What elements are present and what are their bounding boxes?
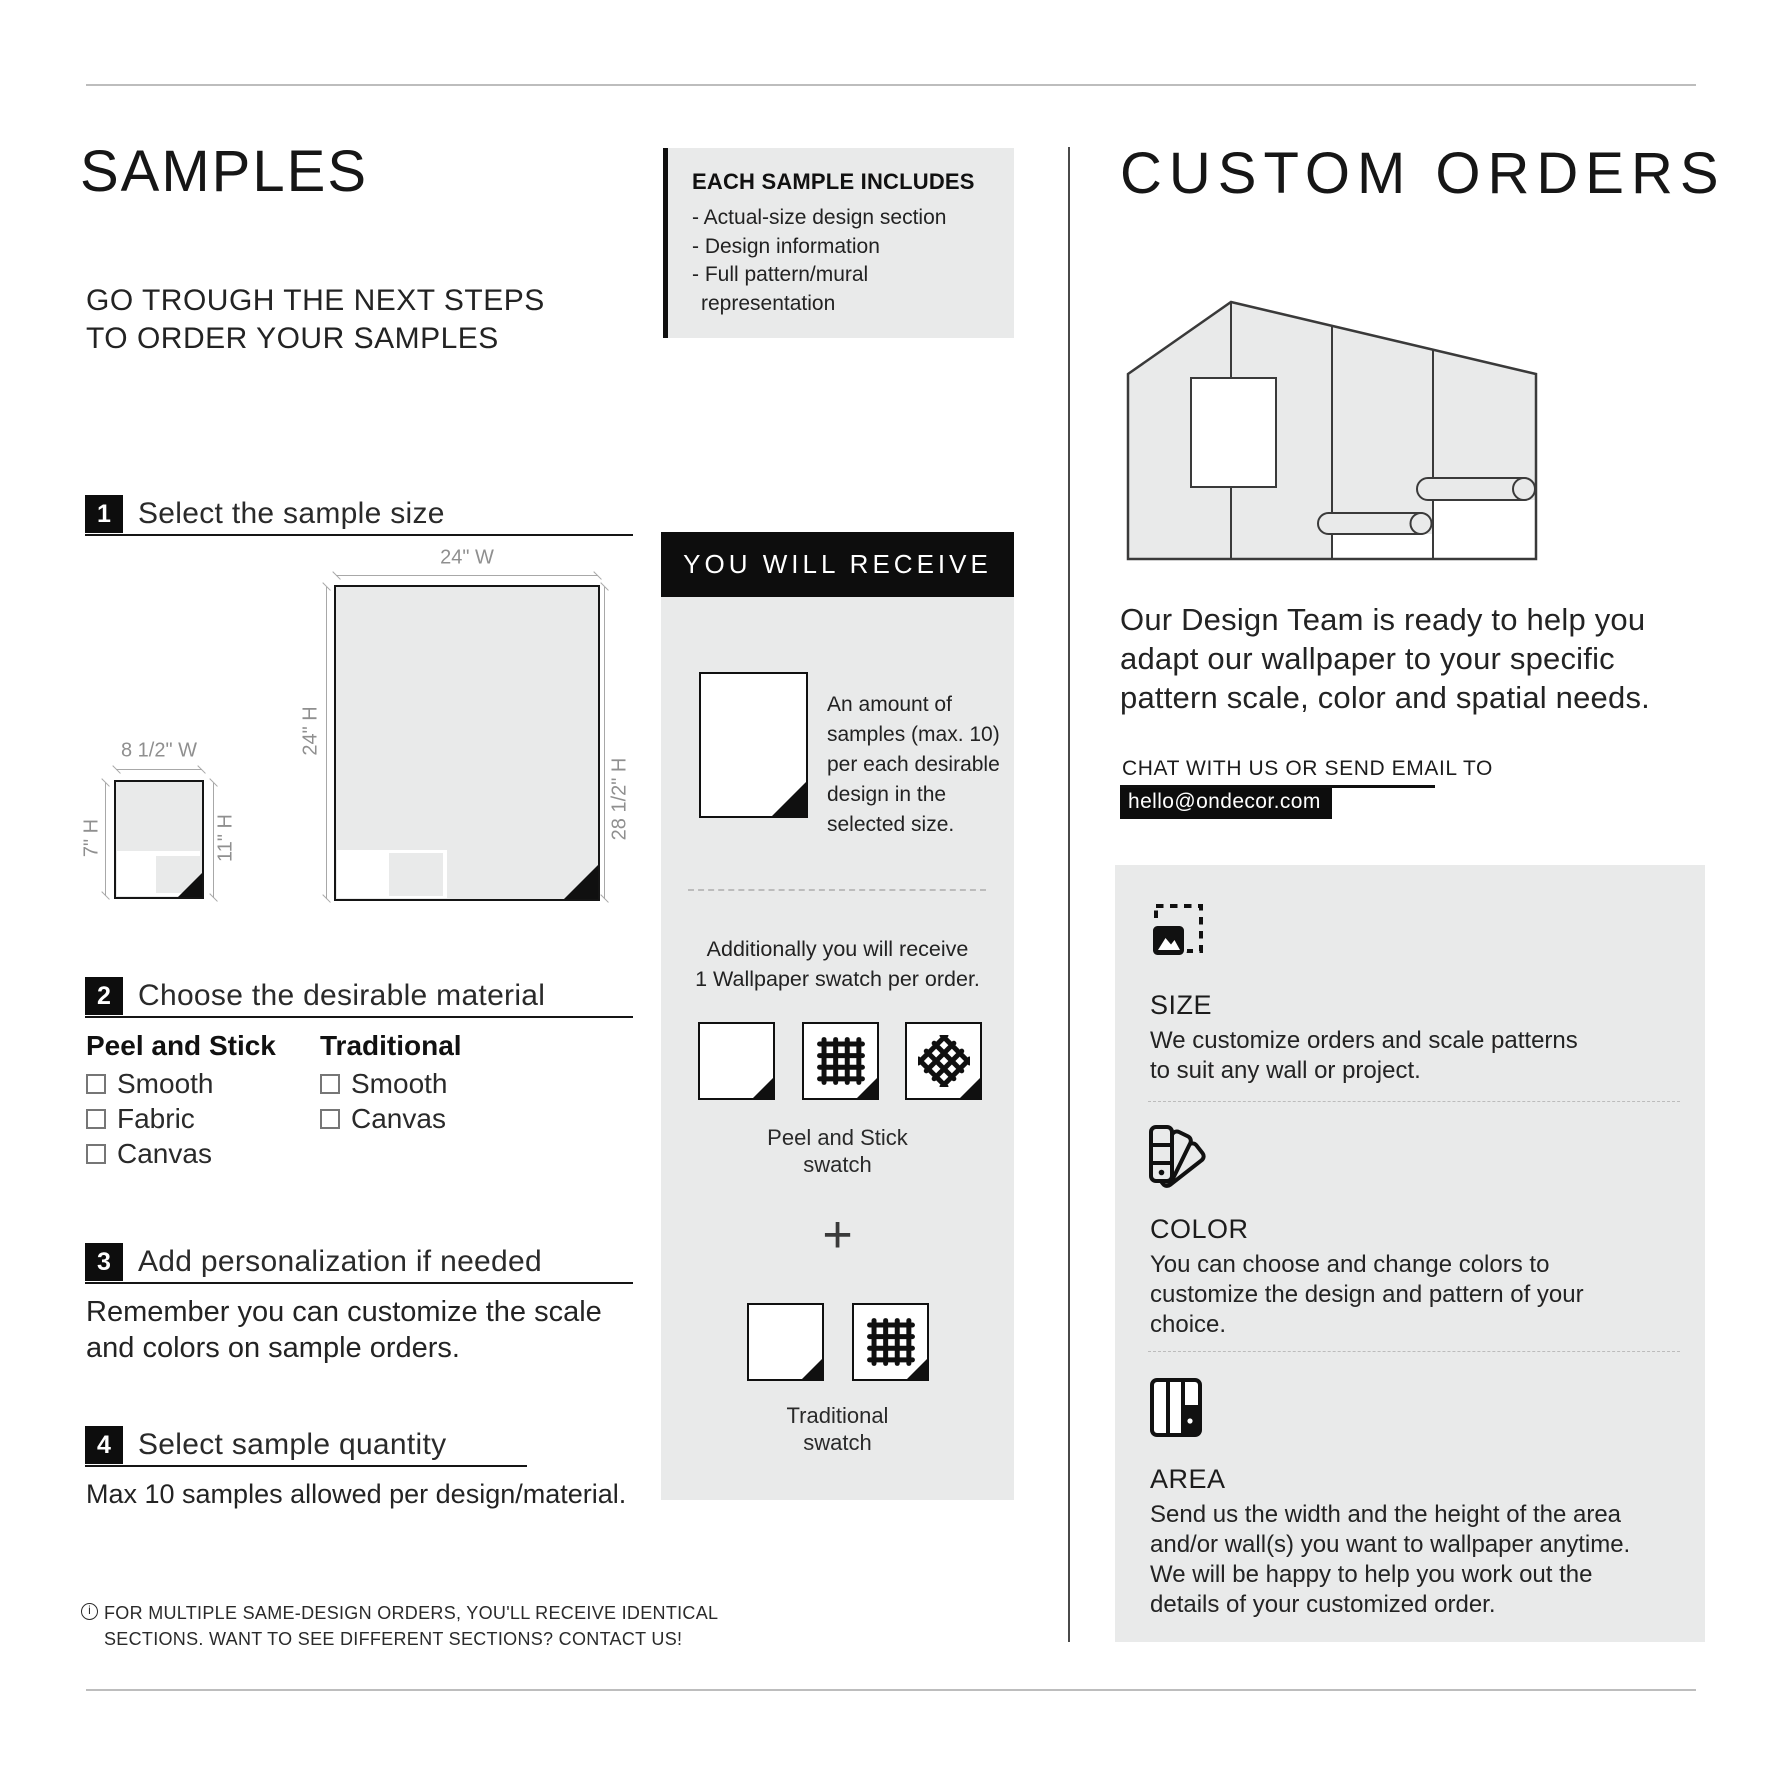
material-option-row: Smooth xyxy=(86,1068,214,1100)
grid-swatch-icon xyxy=(852,1303,929,1381)
step-2-number: 2 xyxy=(85,977,123,1015)
checkbox-peel-smooth[interactable] xyxy=(86,1074,106,1094)
peel-swatch-label: Peel and Stick swatch xyxy=(767,1125,908,1177)
additional-note: Additionally you will receive 1 Wallpaper swatch per order. xyxy=(695,937,980,991)
feature-area-desc: Send us the width and the height of the area and/or wall(s) you want to wallpaper anytime. We will be happy to help you work out the details of your customized order. xyxy=(1150,1501,1631,1618)
feature-size-title: SIZE xyxy=(1150,990,1213,1020)
step-2-title: Choose the desirable material xyxy=(138,979,546,1012)
small-sample-diagram xyxy=(114,780,204,899)
includes-box xyxy=(663,148,1014,338)
amount-text: An amount of samples (max. 10) per each desirable design in the selected size. xyxy=(827,693,1000,836)
includes-item: - Actual-size design section xyxy=(692,206,947,229)
small-width-label: 8 1/2" W xyxy=(120,739,198,762)
samples-intro: GO TROUGH THE NEXT STEPS TO ORDER YOUR SAMPLES xyxy=(86,284,545,355)
grid-pattern-glyph xyxy=(816,1036,866,1086)
top-rule xyxy=(86,84,1696,86)
checkbox-peel-fabric[interactable] xyxy=(86,1109,106,1129)
step-3-header xyxy=(85,1243,633,1284)
includes-item: representation xyxy=(701,291,836,315)
step-3-title: Add personalization if needed xyxy=(138,1245,542,1278)
traditional-swatch-label: Traditional swatch xyxy=(786,1403,889,1455)
material-peel-title: Peel and Stick xyxy=(86,1030,276,1061)
large-height-left-label: 24" H xyxy=(299,706,322,756)
samples-title: SAMPLES xyxy=(80,139,368,204)
personalization-note: Remember you can customize the scale and colors on sample orders. xyxy=(86,1296,602,1364)
includes-item: - Design information xyxy=(692,234,880,258)
small-width-dimline xyxy=(116,769,202,770)
color-icon xyxy=(1148,1124,1210,1188)
step-3-number: 3 xyxy=(85,1243,123,1281)
step-4-title: Select sample quantity xyxy=(138,1428,447,1461)
checkbox-traditional-canvas[interactable] xyxy=(320,1109,340,1129)
section-divider xyxy=(1068,147,1070,1642)
checkbox-peel-canvas[interactable] xyxy=(86,1144,106,1164)
info-icon: i xyxy=(81,1603,98,1620)
step-1-title: Select the sample size xyxy=(138,497,445,530)
material-traditional-title: Traditional xyxy=(320,1030,462,1061)
sample-page-icon xyxy=(699,672,808,818)
step-1-number: 1 xyxy=(85,495,123,533)
large-height-right-dimline xyxy=(604,587,605,899)
wall-illustration xyxy=(1120,295,1550,567)
crosshatch-pattern-glyph xyxy=(918,1035,970,1087)
grid-pattern-glyph xyxy=(866,1317,916,1367)
large-width-label: 24" W xyxy=(440,546,494,569)
receive-header: YOU WILL RECEIVE xyxy=(661,532,1014,597)
crosshatch-swatch-icon xyxy=(905,1022,982,1100)
custom-orders-title: CUSTOM ORDERS xyxy=(1120,141,1726,206)
bottom-rule xyxy=(86,1689,1696,1691)
material-option-row: Fabric xyxy=(86,1103,195,1135)
includes-item: - Full pattern/mural xyxy=(692,263,869,286)
small-sample-swatch-square xyxy=(156,856,201,893)
feature-color-title: COLOR xyxy=(1150,1214,1249,1244)
small-height-right-label: 11" H xyxy=(214,814,237,862)
small-height-left-dimline xyxy=(105,783,106,896)
plus-sign: + xyxy=(822,1206,853,1264)
grid-swatch-icon xyxy=(802,1022,879,1100)
size-icon xyxy=(1150,903,1204,959)
email-badge[interactable]: hello@ondecor.com xyxy=(1120,788,1332,819)
feature-area-title: AREA xyxy=(1150,1464,1226,1494)
large-sample-swatch-square xyxy=(389,853,443,896)
large-height-right-label: 28 1/2" H xyxy=(608,757,631,841)
step-1-header xyxy=(85,495,633,536)
step-4-number: 4 xyxy=(85,1426,123,1464)
blank-swatch-icon xyxy=(747,1303,824,1381)
step-2-header xyxy=(85,977,633,1018)
info-note: i FOR MULTIPLE SAME-DESIGN ORDERS, YOU'LL RECEIVE IDENTICAL SECTIONS. WANT TO SEE DIFFERENT SECTIONS? CONTACT US! xyxy=(81,1600,718,1652)
feature-divider xyxy=(1148,1351,1680,1352)
window-shape xyxy=(1191,378,1276,487)
material-option-row: Canvas xyxy=(320,1103,446,1135)
blank-swatch-icon xyxy=(698,1022,775,1100)
dashed-divider xyxy=(688,889,986,891)
checkbox-traditional-smooth[interactable] xyxy=(320,1074,340,1094)
chat-label: CHAT WITH US OR SEND EMAIL TO xyxy=(1122,757,1493,780)
large-sample-diagram xyxy=(334,585,600,901)
large-height-left-dimline xyxy=(326,587,327,899)
small-height-left-label: 7" H xyxy=(80,818,103,858)
custom-intro: Our Design Team is ready to help you adapt our wallpaper to your specific pattern scale, color and spatial needs. xyxy=(1120,602,1650,715)
includes-title: EACH SAMPLE INCLUDES xyxy=(692,169,975,194)
quantity-note: Max 10 samples allowed per design/material. xyxy=(86,1479,627,1509)
feature-divider xyxy=(1148,1101,1680,1102)
material-option-row: Smooth xyxy=(320,1068,448,1100)
material-option-row: Canvas xyxy=(86,1138,212,1170)
step-4-header xyxy=(85,1426,527,1467)
area-icon xyxy=(1150,1378,1202,1438)
feature-size-desc: We customize orders and scale patterns to suit any wall or project. xyxy=(1150,1027,1578,1084)
large-width-dimline xyxy=(336,575,598,576)
feature-color-desc: You can choose and change colors to customize the design and pattern of your choice. xyxy=(1150,1251,1584,1338)
